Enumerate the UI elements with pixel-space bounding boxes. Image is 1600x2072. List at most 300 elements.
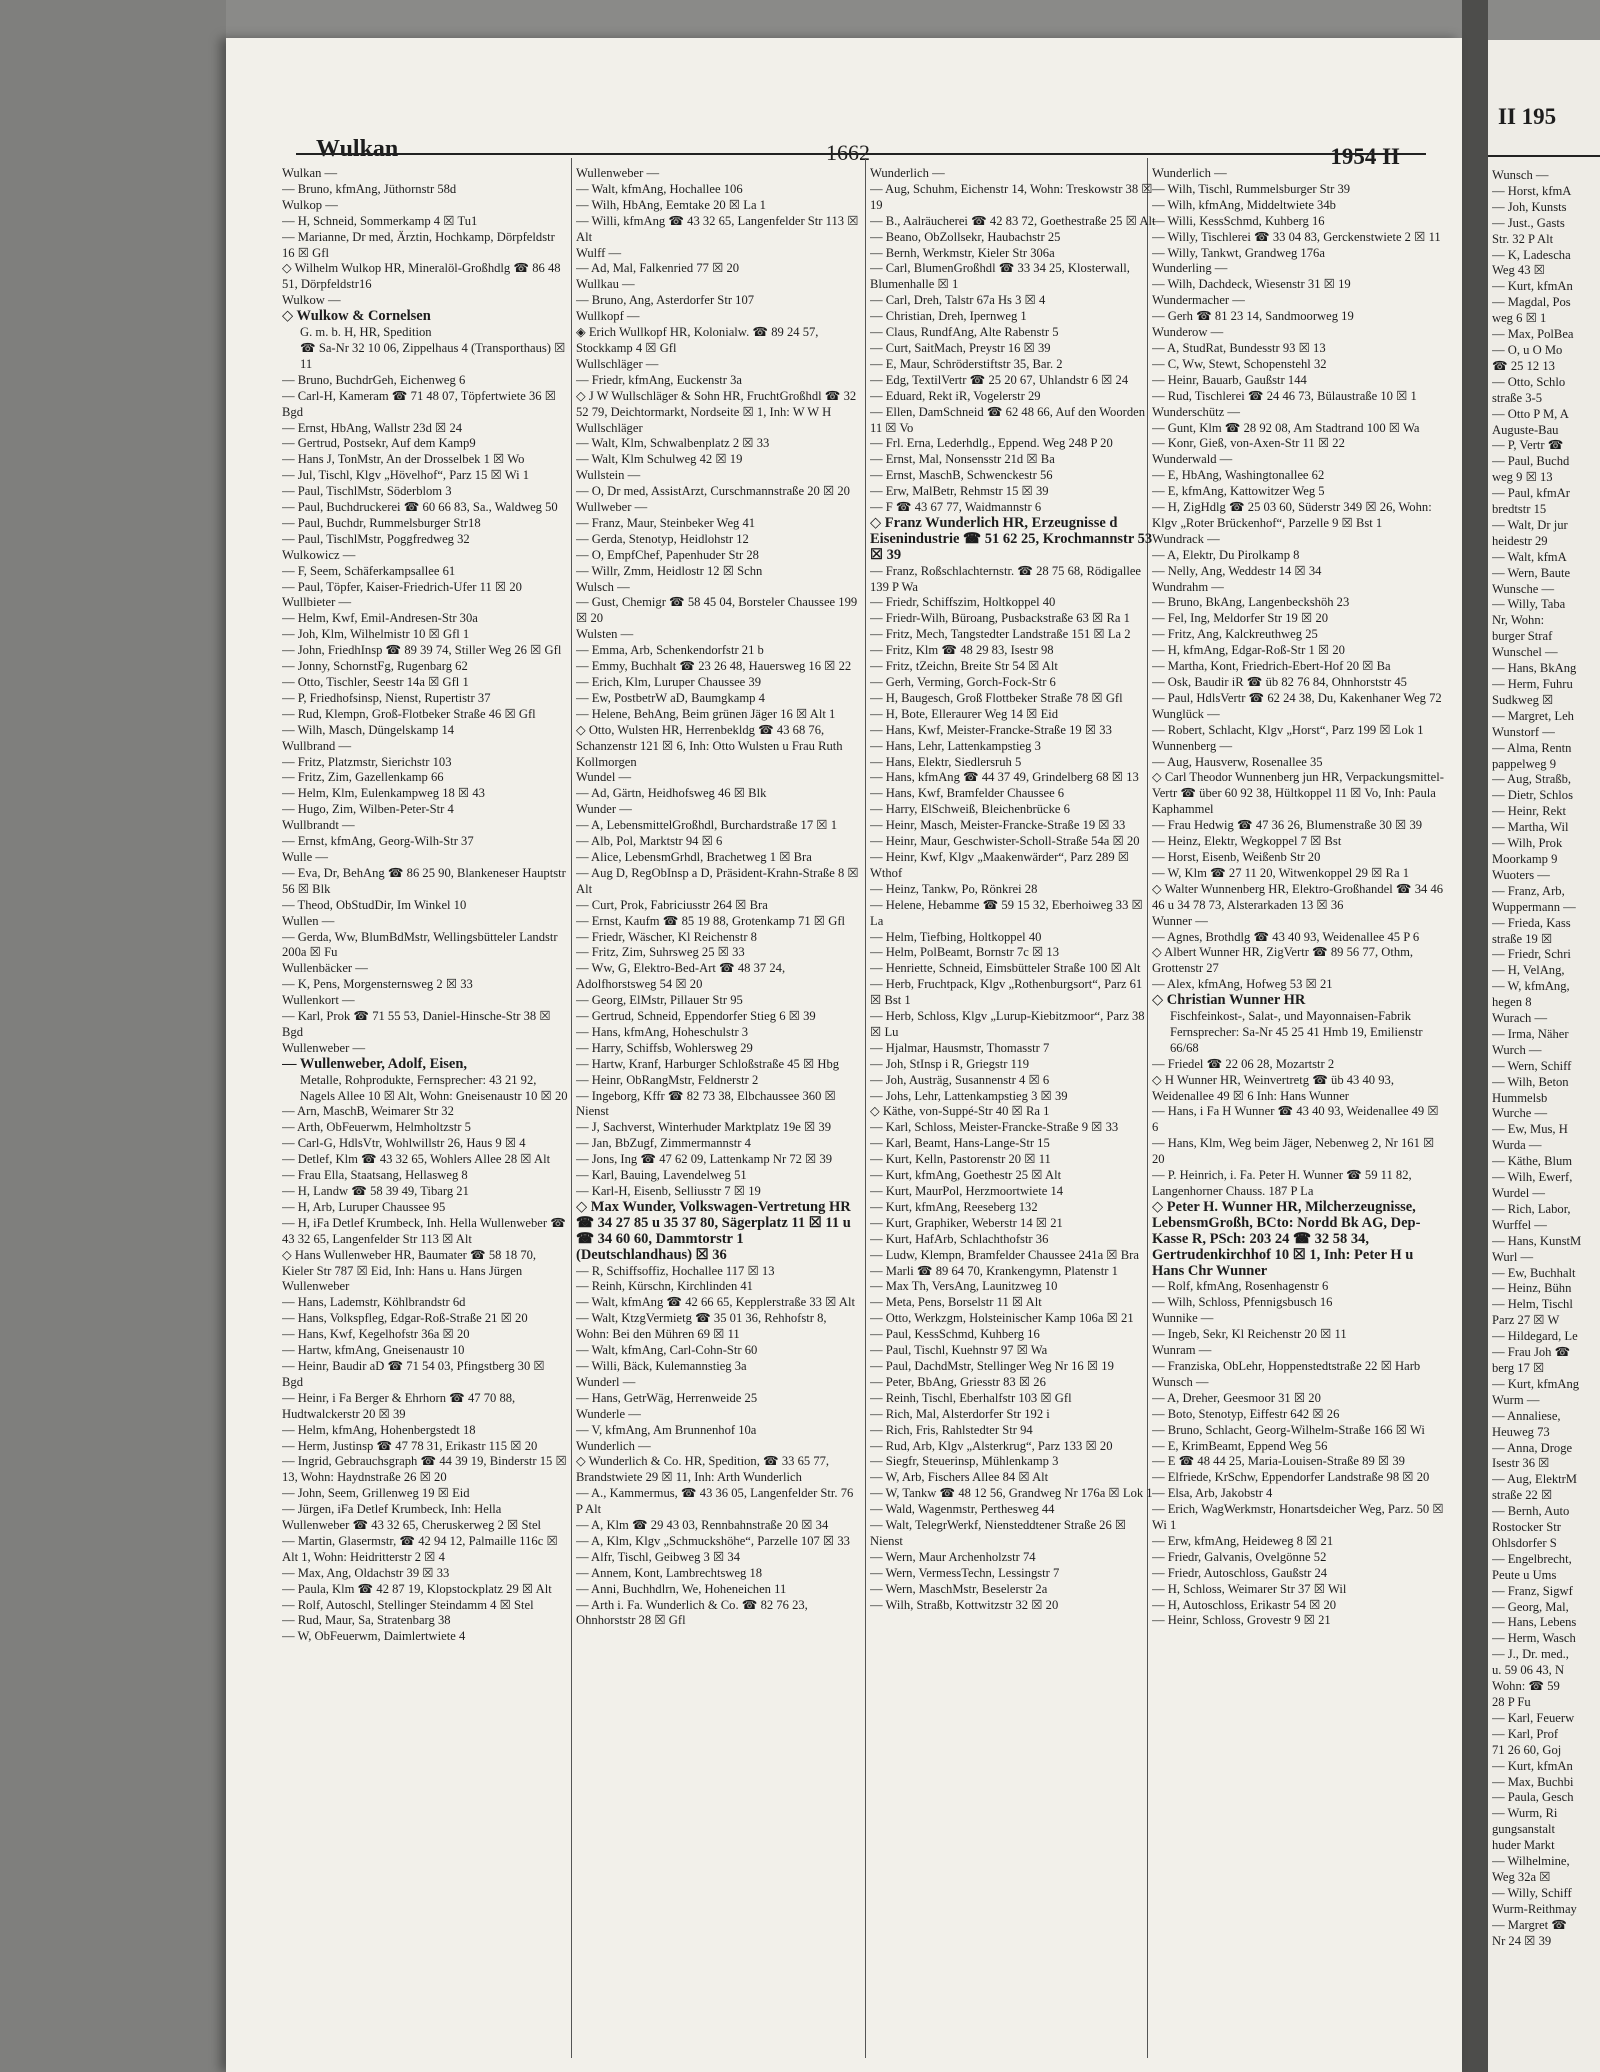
directory-heading: Wullbieter — xyxy=(282,595,352,610)
directory-entry: — Karl, Bauing, Lavendelweg 51 xyxy=(576,1168,747,1183)
directory-entry: — Walt, KtzgVermietg ☎ 35 01 36, Rehhofstr 8, Wohn: Bei den Mühren 69 ☒ 11 xyxy=(576,1311,827,1342)
directory-entry: — Hans, Kwf, Bramfelder Chaussee 6 xyxy=(870,786,1065,801)
directory-entry: — Wilh, kfmAng, Middeltwiete 34b xyxy=(1152,197,1336,212)
directory-entry: — Gertrud, Schneid, Eppendorfer Stieg 6 ☒ 39 xyxy=(576,1009,816,1024)
directory-entry: — Wern, Maur Archenholzstr 74 xyxy=(870,1549,1036,1564)
directory-heading: Wullschläger — xyxy=(576,356,659,371)
directory-entry: — H, Arb, Luruper Chaussee 95 xyxy=(282,1199,446,1214)
directory-entry: — Helm, Tiefbing, Holtkoppel 40 xyxy=(870,929,1042,944)
next-page-line: — Willy, Schiff xyxy=(1492,1885,1572,1900)
directory-heading: Wunglück — xyxy=(1152,706,1220,721)
directory-entry: — Jul, Tischl, Klgv „Hövelhof“, Parz 15 ☒ Wi 1 xyxy=(282,468,530,483)
directory-entry: — Wilh, Tischl, Rummelsburger Str 39 xyxy=(1152,181,1351,196)
directory-entry: — Wilh, Dachdeck, Wiesenstr 31 ☒ 19 xyxy=(1152,277,1351,292)
directory-entry: — Paul, DachdMstr, Stellinger Weg Nr 16 ☒ 19 xyxy=(870,1358,1114,1373)
directory-entry: — Gerda, Ww, BlumBdMstr, Wellingsbütteler Landstr 200a ☒ Fu xyxy=(282,929,558,960)
directory-entry: — B., Aalräucherei ☎ 42 83 72, Goethestraße 25 ☒ Alt xyxy=(870,213,1156,228)
directory-heading: Wunderling — xyxy=(1152,261,1228,276)
directory-entry: — Paul, TischlMstr, Söderblom 3 xyxy=(282,484,452,499)
next-page-line: Ohlsdorfer S xyxy=(1492,1535,1557,1550)
directory-entry: — Ernst, Mal, Nonsensstr 21d ☒ Ba xyxy=(870,452,1055,467)
directory-entry: — Frl. Erna, Lederhdlg., Eppend. Weg 248 P 20 xyxy=(870,436,1113,451)
directory-entry: — Otto, Werkzgm, Holsteinischer Kamp 106a ☒ 21 xyxy=(870,1311,1134,1326)
directory-entry: — J, Sachverst, Winterhuder Marktplatz 19e ☒ 39 xyxy=(576,1120,832,1135)
next-page-line: Isestr 36 ☒ xyxy=(1492,1456,1550,1471)
next-page-line: — J., Dr. med., xyxy=(1492,1647,1569,1662)
directory-heading: Wundermacher — xyxy=(1152,293,1245,308)
next-page-line: Sudkweg ☒ xyxy=(1492,692,1554,707)
next-page-line: — Georg, Mal, xyxy=(1492,1599,1569,1614)
directory-entry: — Edg, TextilVertr ☎ 25 20 67, Uhlandstr 6 ☒ 24 xyxy=(870,372,1129,387)
directory-entry: — Horst, Eisenb, Weißenb Str 20 xyxy=(1152,849,1321,864)
next-page-line: — Kurt, kfmAng xyxy=(1492,1376,1580,1391)
directory-heading: Wulkow — xyxy=(282,293,341,308)
next-page-line: gungsanstalt xyxy=(1492,1822,1555,1837)
next-page-line: — Horst, kfmA xyxy=(1492,183,1572,198)
directory-entry: — Hans, Lademstr, Köhlbrandstr 6d xyxy=(282,1295,466,1310)
directory-entry: ◇ Otto, Wulsten HR, Herrenbekldg ☎ 43 68 76, Schanzenstr 121 ☒ 6, Inh: Otto Wulsten u Frau Ruth Kollmorgen xyxy=(576,722,843,769)
directory-entry: — Siegfr, Steuerinsp, Mühlenkamp 3 xyxy=(870,1454,1059,1469)
next-page-line: — Herm, Fuhru xyxy=(1492,677,1573,691)
directory-entry: — Friedel ☎ 22 06 28, Mozartstr 2 xyxy=(1152,1056,1335,1071)
directory-entry: — Emmy, Buchhalt ☎ 23 26 48, Hauersweg 16 ☒ 22 xyxy=(576,659,852,674)
directory-heading: Wullweber — xyxy=(576,500,648,515)
next-page-line: Str. 32 P Alt xyxy=(1492,231,1554,246)
next-page-line: — Aug, Straßb, xyxy=(1492,772,1572,787)
next-page-line: — Hans, Lebens xyxy=(1492,1615,1577,1630)
directory-heading: Wunnenberg — xyxy=(1152,738,1233,753)
directory-entry: — Fritz, Platzmstr, Sierichstr 103 xyxy=(282,754,452,769)
directory-entry: — Kurt, HafArb, Schlachthofstr 36 xyxy=(870,1231,1049,1246)
next-page-line: berg 17 ☒ xyxy=(1492,1360,1545,1375)
directory-entry: — Heinr, Schloss, Grovestr 9 ☒ 21 xyxy=(1152,1613,1331,1628)
directory-entry: — Theod, ObStudDir, Im Winkel 10 xyxy=(282,897,467,912)
directory-entry: — Karl-H, Eisenb, Selliusstr 7 ☒ 19 xyxy=(576,1184,761,1198)
directory-entry: ◇ H Wunner HR, Weinvertretg ☎ üb 43 40 93, Weidenallee 49 ☒ 6 Inh: Hans Wunner xyxy=(1152,1072,1394,1103)
next-page-line: — Karl, Prof xyxy=(1492,1726,1559,1741)
next-page-line: — Hildegard, Le xyxy=(1492,1329,1578,1344)
next-page-line: — Karl, Feuerw xyxy=(1492,1710,1575,1725)
directory-entry: — Elsa, Arb, Jakobstr 4 xyxy=(1152,1486,1273,1501)
next-page-line: — Paula, Gesch xyxy=(1492,1790,1574,1805)
directory-entry: — Claus, RundfAng, Alte Rabenstr 5 xyxy=(870,325,1059,340)
directory-heading: Wunderlich — xyxy=(576,1438,651,1453)
directory-column-1 xyxy=(282,166,568,1645)
directory-entry: — Fritz, Klm ☎ 48 29 83, Isestr 98 xyxy=(870,643,1054,658)
directory-entry: — Friedr, kfmAng, Euckenstr 3a xyxy=(576,372,742,387)
next-page-line: pappelweg 9 xyxy=(1492,756,1556,771)
directory-entry: — Marli ☎ 89 64 70, Krankengymn, Platenstr 1 xyxy=(870,1263,1118,1278)
directory-entry: — Walt, kfmAng, Carl-Cohn-Str 60 xyxy=(576,1343,758,1358)
directory-entry: — E, Maur, Schröderstiftstr 35, Bar. 2 xyxy=(870,356,1063,371)
directory-entry: — Christian, Dreh, Ipernweg 1 xyxy=(870,309,1027,324)
next-page-line: — Franz, Arb, xyxy=(1492,883,1565,898)
directory-entry: — John, Seem, Grillenweg 19 ☒ Eid xyxy=(282,1486,470,1501)
directory-entry: — P. Heinrich, i. Fa. Peter H. Wunner ☎ 59 11 82, Langenhorner Chauss. 187 P La xyxy=(1152,1168,1412,1198)
directory-entry: — Hans, GetrWäg, Herrenweide 25 xyxy=(576,1390,758,1405)
directory-entry: — Max, Ang, Oldachstr 39 ☒ 33 xyxy=(282,1565,450,1580)
directory-entry: — Alex, kfmAng, Hofweg 53 ☒ 21 xyxy=(1152,977,1333,992)
directory-entry: — Kurt, Kelln, Pastorenstr 20 ☒ 11 xyxy=(870,1152,1051,1167)
directory-entry: — Anni, Buchhdlrn, We, Hoheneichen 11 xyxy=(576,1581,787,1596)
directory-entry: — Arth, ObFeuerwm, Helmholtzstr 5 xyxy=(282,1120,471,1135)
directory-entry: ◇ Albert Wunner HR, ZigVertr ☎ 89 56 77, Othm, Grottenstr 27 xyxy=(1152,945,1414,976)
directory-entry: — Fritz, Zim, Suhrsweg 25 ☒ 33 xyxy=(576,945,745,960)
directory-heading: ☎ Sa-Nr 32 10 06, Zippelhaus 4 (Transporthaus) ☒ 11 xyxy=(300,340,566,371)
next-page-line: Hummelsb xyxy=(1492,1090,1548,1105)
directory-entry: — Friedr, Wäscher, Kl Reichenstr 8 xyxy=(576,929,757,944)
directory-heading: Wunner — xyxy=(1152,913,1208,928)
next-page-line: — Alma, Rentn xyxy=(1492,740,1572,755)
next-page-line: — Margret, Leh xyxy=(1492,708,1574,723)
directory-entry: — Rolf, kfmAng, Rosenhagenstr 6 xyxy=(1152,1279,1329,1294)
directory-entry: — Willy, Tankwt, Grandweg 176a xyxy=(1152,245,1325,260)
directory-entry: — Arn, MaschB, Weimarer Str 32 xyxy=(282,1104,454,1119)
directory-heading: Wulsch — xyxy=(576,579,630,594)
directory-entry: — Rolf, Autoschl, Stellinger Steindamm 4 ☒ Stel xyxy=(282,1597,534,1612)
directory-entry: — Wern, VermessTechn, Lessingstr 7 xyxy=(870,1565,1060,1580)
directory-heading: Wullbrand — xyxy=(282,738,352,753)
directory-entry: — Carl-G, HdlsVtr, Wohlwillstr 26, Haus 9 ☒ 4 xyxy=(282,1136,526,1151)
directory-heading: Wullkau — xyxy=(576,277,635,292)
directory-entry: — Walt, kfmAng ☎ 42 66 65, Kepplerstraße 33 ☒ Alt xyxy=(576,1295,855,1310)
directory-entry: ◇ Christian Wunner HR xyxy=(1152,993,1306,1009)
directory-entry: — Ellen, DamSchneid ☎ 62 48 66, Auf den Woorden 11 ☒ Vo xyxy=(870,404,1146,435)
directory-entry: — Hans, i Fa H Wunner ☎ 43 40 93, Weidenallee 49 ☒ 6 xyxy=(1152,1104,1439,1135)
next-page-line: straße 22 ☒ xyxy=(1492,1488,1553,1503)
next-page-line: — Herm, Wasch xyxy=(1492,1631,1576,1646)
directory-entry: — Alfr, Tischl, Geibweg 3 ☒ 34 xyxy=(576,1549,741,1564)
directory-entry: ◇ Walter Wunnenberg HR, Elektro-Großhandel ☎ 34 46 46 u 34 78 73, Alsterarkaden 13 ☒ 36 xyxy=(1152,881,1444,912)
directory-entry: — Paul, KessSchmd, Kuhberg 16 xyxy=(870,1327,1040,1342)
next-page-line: — Käthe, Blum xyxy=(1492,1154,1573,1169)
next-page-line: — Heinr, Rekt xyxy=(1492,804,1566,819)
directory-heading: G. m. b. H, HR, Spedition xyxy=(300,325,432,340)
next-page-line: — Anna, Droge xyxy=(1492,1440,1573,1455)
directory-entry: — Henriette, Schneid, Eimsbütteler Straße 100 ☒ Alt xyxy=(870,961,1141,976)
directory-entry: — Jürgen, iFa Detlef Krumbeck, Inh: Hella Wullenweber ☎ 43 32 65, Cheruskerweg 2 ☒ Stel xyxy=(282,1502,542,1533)
directory-entry: — Heinz, Tankw, Po, Rönkrei 28 xyxy=(870,881,1038,896)
directory-entry: — Karl, Schloss, Meister-Francke-Straße 9 ☒ 33 xyxy=(870,1120,1119,1135)
directory-entry: — E, HbAng, Washingtonallee 62 xyxy=(1152,468,1325,483)
directory-heading: Fischfeinkost-, Salat-, und Mayonnaisen-Fabrik Fernsprecher: Sa-Nr 45 25 41 Hmb 19, Emilienstr 66/68 xyxy=(1170,1009,1423,1055)
directory-entry: — A, Dreher, Geesmoor 31 ☒ 20 xyxy=(1152,1390,1321,1405)
directory-entry: — H, Schloss, Weimarer Str 37 ☒ Wil xyxy=(1152,1581,1347,1596)
next-page-line: — Helm, Tischl xyxy=(1492,1297,1573,1312)
directory-entry: ◇ Wilhelm Wulkop HR, Mineralöl-Großhdlg ☎ 86 48 51, Dörpfeldstr16 xyxy=(282,261,561,292)
directory-entry: — Wilh, Schloss, Pfennigsbusch 16 xyxy=(1152,1295,1333,1310)
directory-entry: — Ludw, Klempn, Bramfelder Chaussee 241a ☒ Bra xyxy=(870,1247,1139,1262)
next-page-line: — Just., Gasts xyxy=(1492,215,1565,230)
directory-entry: — Ernst, HbAng, Wallstr 23d ☒ 24 xyxy=(282,420,463,435)
directory-entry: — Arth i. Fa. Wunderlich & Co. ☎ 82 76 23, Ohnhorststr 28 ☒ Gfl xyxy=(576,1597,808,1628)
directory-heading: Wulsten — xyxy=(576,627,634,642)
directory-heading: Wulle — xyxy=(282,849,329,864)
directory-entry: — Jons, Ing ☎ 47 62 09, Lattenkamp Nr 72 ☒ 39 xyxy=(576,1152,833,1167)
next-page-line: — Magdal, Pos xyxy=(1492,295,1571,310)
directory-entry: — R, Schiffsoffiz, Hochallee 117 ☒ 13 xyxy=(576,1263,775,1278)
book-gutter xyxy=(1462,0,1488,2072)
directory-entry: — Rud, Arb, Klgv „Alsterkrug“, Parz 133 ☒ 20 xyxy=(870,1438,1113,1453)
directory-entry: — John, FriedhInsp ☎ 89 39 74, Stiller Weg 26 ☒ Gfl xyxy=(282,643,562,658)
directory-entry: — O, EmpfChef, Papenhuder Str 28 xyxy=(576,547,759,562)
page-header-keyword: Wulkan xyxy=(316,136,399,162)
directory-entry: ◇ Franz Wunderlich HR, Erzeugnisse d Eisenindustrie ☎ 51 62 25, Krochmannstr 53 ☒ 39 xyxy=(870,515,1153,563)
directory-entry: — Robert, Schlacht, Klgv „Horst“, Parz 199 ☒ Lok 1 xyxy=(1152,722,1424,737)
directory-entry: — Friedr, Autoschloss, Gaußstr 24 xyxy=(1152,1565,1328,1580)
directory-entry: — Hans, Kwf, Meister-Francke-Straße 19 ☒ 33 xyxy=(870,722,1112,737)
directory-entry: — Hjalmar, Hausmstr, Thomasstr 7 xyxy=(870,1040,1050,1055)
directory-entry: — H, ZigHdlg ☎ 25 03 60, Süderstr 349 ☒ 26, Wohn: Klgv „Roter Brückenhof“, Parzelle 9 ☒ Bst 1 xyxy=(1152,500,1432,530)
directory-entry: — Kurt, MaurPol, Herzmoortwiete 14 xyxy=(870,1184,1064,1198)
directory-entry: — H, Landw ☎ 58 39 49, Tibarg 21 xyxy=(282,1184,469,1198)
directory-entry: — Curt, Prok, Fabriciusstr 264 ☒ Bra xyxy=(576,897,768,912)
directory-entry: — Agnes, Brothdlg ☎ 43 40 93, Weidenallee 45 P 6 xyxy=(1152,929,1420,944)
directory-entry: — Reinh, Kürschn, Kirchlinden 41 xyxy=(576,1279,753,1294)
next-page-line: — Hans, KunstM xyxy=(1492,1233,1582,1248)
next-page-line: — Heinz, Bühn xyxy=(1492,1281,1572,1296)
next-page-line: — H, VelAng, xyxy=(1492,963,1565,978)
directory-entry: — H, Bote, Elleraurer Weg 14 ☒ Eid xyxy=(870,706,1059,721)
next-page-edge xyxy=(1488,40,1600,2072)
directory-entry: — Gunt, Klm ☎ 28 92 08, Am Stadtrand 100 ☒ Wa xyxy=(1152,420,1420,435)
directory-entry: — H, Baugesch, Groß Flottbeker Straße 78 ☒ Gfl xyxy=(870,690,1123,705)
directory-entry: — Carl, BlumenGroßhdl ☎ 33 34 25, Klosterwall, Blumenhalle ☒ 1 xyxy=(870,261,1130,292)
next-page-line: — Walt, Dr jur xyxy=(1492,517,1568,532)
directory-heading: Wunsch — xyxy=(1152,1374,1209,1389)
directory-entry: — Wilh, HbAng, Eemtake 20 ☒ La 1 xyxy=(576,197,766,212)
directory-heading: Wullenkort — xyxy=(282,993,355,1008)
next-page-line: Wurach — xyxy=(1492,1011,1548,1026)
directory-entry: — F, Seem, Schäferkampsallee 61 xyxy=(282,563,456,578)
directory-entry: — Willr, Zmm, Heidlostr 12 ☒ Schn xyxy=(576,563,763,578)
next-page-line: — Hans, BkAng xyxy=(1492,661,1577,676)
directory-entry: — Konr, Gieß, von-Axen-Str 11 ☒ 22 xyxy=(1152,436,1345,451)
directory-heading: Wundrahm — xyxy=(1152,579,1224,594)
next-page-line: Wurm — xyxy=(1492,1392,1540,1407)
directory-entry: — Heinr, Masch, Meister-Francke-Straße 19 ☒ 33 xyxy=(870,818,1126,833)
directory-entry: — Hans, Lehr, Lattenkampstieg 3 xyxy=(870,738,1041,753)
directory-entry: — A, Elektr, Du Pirolkamp 8 xyxy=(1152,547,1300,562)
directory-entry: — Rich, Fris, Rahlstedter Str 94 xyxy=(870,1422,1033,1437)
next-page-line: Wurche — xyxy=(1492,1106,1548,1121)
next-page-line: Wuppermann — xyxy=(1492,899,1576,914)
directory-entry: — Johs, Lehr, Lattenkampstieg 3 ☒ 39 xyxy=(870,1088,1068,1103)
next-page-line: Auguste-Bau xyxy=(1492,422,1559,437)
directory-entry: — O, Dr med, AssistArzt, Curschmannstraße 20 ☒ 20 xyxy=(576,484,850,499)
next-page-line: — P, Vertr ☎ xyxy=(1492,438,1564,453)
next-page-line: — Friedr, Schri xyxy=(1492,947,1571,962)
directory-entry: — Helm, PolBeamt, Bornstr 7c ☒ 13 xyxy=(870,945,1059,960)
scan-background xyxy=(0,0,226,2072)
directory-entry: — Bruno, kfmAng, Jüthornstr 58d xyxy=(282,181,457,196)
directory-entry: — Gerh ☎ 81 23 14, Sandmoorweg 19 xyxy=(1152,309,1354,324)
next-page-line: — Margret ☎ xyxy=(1492,1917,1567,1932)
next-page-line: heidestr 29 xyxy=(1492,533,1548,548)
next-page-line: Wohn: ☎ 59 xyxy=(1492,1679,1560,1694)
directory-entry: — Ernst, kfmAng, Georg-Wilh-Str 37 xyxy=(282,834,474,849)
directory-entry: — Bruno, Schlacht, Georg-Wilhelm-Straße 166 ☒ Wi xyxy=(1152,1422,1425,1437)
directory-entry: — Emma, Arb, Schenkendorfstr 21 b xyxy=(576,643,764,658)
directory-entry: — Ingeb, Sekr, Kl Reichenstr 20 ☒ 11 xyxy=(1152,1327,1347,1342)
directory-entry: — Heinr, ObRangMstr, Feldnerstr 2 xyxy=(576,1072,759,1087)
directory-entry: — Joh, StInsp i R, Griegstr 119 xyxy=(870,1056,1030,1071)
directory-heading: Wunderow — xyxy=(1152,325,1224,340)
directory-entry: — Helene, Hebamme ☎ 59 15 32, Eberhoiweg 33 ☒ La xyxy=(870,897,1143,928)
next-page-line: Weg 32a ☒ xyxy=(1492,1869,1551,1884)
next-page-line: — Joh, Kunsts xyxy=(1492,199,1567,214)
directory-entry: — Joh, Klm, Wilhelmistr 10 ☒ Gfl 1 xyxy=(282,627,470,642)
next-page-line: — W, kfmAng, xyxy=(1492,979,1570,994)
directory-heading: Wunnike — xyxy=(1152,1311,1214,1326)
directory-entry: — Willi, kfmAng ☎ 43 32 65, Langenfelder Str 113 ☒ Alt xyxy=(576,213,859,244)
directory-entry: ◇ Hans Wullenweber HR, Baumater ☎ 58 18 70, Kieler Str 787 ☒ Eid, Inh: Hans u. Hans Jürgen Wullenweber xyxy=(282,1247,537,1294)
directory-heading: Wunram — xyxy=(1152,1343,1212,1358)
directory-entry: — Joh, Austräg, Susannenstr 4 ☒ 6 xyxy=(870,1072,1050,1087)
directory-entry: — Helene, BehAng, Beim grünen Jäger 16 ☒ Alt 1 xyxy=(576,706,836,721)
directory-entry: — Harry, Schiffsb, Wohlersweg 29 xyxy=(576,1040,753,1055)
directory-entry: — F ☎ 43 67 77, Waidmannstr 6 xyxy=(870,500,1042,515)
directory-entry: — K, Pens, Morgensternsweg 2 ☒ 33 xyxy=(282,977,473,992)
directory-heading: Wulff — xyxy=(576,245,622,260)
directory-entry: ◇ Wunderlich & Co. HR, Spedition, ☎ 33 65 77, Brandstwiete 29 ☒ 11, Inh: Arth Wunderlich xyxy=(576,1454,830,1485)
directory-entry: ◇ J W Wullschläger & Sohn HR, FruchtGroßhdl ☎ 32 52 79, Deichtormarkt, Nordseite ☒ 1, Inh: W W H Wullschläger xyxy=(576,388,857,435)
directory-entry: — Ingeborg, Kffr ☎ 82 73 38, Elbchaussee 360 ☒ Nienst xyxy=(576,1088,836,1119)
directory-entry: — A, Klm ☎ 29 43 03, Rennbahnstraße 20 ☒ 34 xyxy=(576,1518,829,1533)
directory-entry: — E ☎ 48 44 25, Maria-Louisen-Straße 89 ☒ 39 xyxy=(1152,1454,1405,1469)
directory-entry: — Karl, Prok ☎ 71 55 53, Daniel-Hinsche-Str 38 ☒ Bgd xyxy=(282,1009,551,1039)
directory-entry: — Bruno, Ang, Asterdorfer Str 107 xyxy=(576,293,755,308)
next-page-line: u. 59 06 43, N xyxy=(1492,1663,1565,1678)
next-page-line: Moorkamp 9 xyxy=(1492,851,1558,866)
directory-entry: — Wullenweber, Adolf, Eisen, xyxy=(282,1056,468,1072)
directory-heading: Wunderl — xyxy=(576,1374,636,1389)
directory-entry: — Ingrid, Gebrauchsgraph ☎ 44 39 19, Binderstr 15 ☒ 13, Wohn: Haydnstraße 26 ☒ 20 xyxy=(282,1454,567,1485)
directory-entry: — Hans, Klm, Weg beim Jäger, Nebenweg 2, Nr 161 ☒ 20 xyxy=(1152,1136,1435,1167)
next-page-line: — Max, Buchbi xyxy=(1492,1774,1574,1789)
directory-entry: — Paul, Buchdruckerei ☎ 60 66 83, Sa., Waldweg 50 xyxy=(282,500,558,515)
next-page-line: — Paul, Buchd xyxy=(1492,454,1570,469)
directory-entry: — Frau Hedwig ☎ 47 36 26, Blumenstraße 30 ☒ 39 xyxy=(1152,818,1423,833)
directory-entry: — Friedr, Galvanis, Ovelgönne 52 xyxy=(1152,1549,1327,1564)
directory-entry: — Hartw, Kranf, Harburger Schloßstraße 45 ☒ Hbg xyxy=(576,1056,840,1071)
directory-entry: — Ww, G, Elektro-Bed-Art ☎ 48 37 24, Adolfhorstsweg 54 ☒ 20 xyxy=(576,961,786,992)
next-page-line: Nr, Wohn: xyxy=(1492,613,1545,628)
directory-entry: — Hans, Kwf, Kegelhofstr 36a ☒ 20 xyxy=(282,1327,470,1342)
directory-entry: — Otto, Tischler, Seestr 14a ☒ Gfl 1 xyxy=(282,675,469,689)
next-page-line: burger Straf xyxy=(1492,629,1553,644)
next-page-line: — Frau Joh ☎ xyxy=(1492,1345,1571,1360)
directory-entry: — Paula, Klm ☎ 42 87 19, Klopstockplatz 29 ☒ Alt xyxy=(282,1581,552,1596)
directory-entry: — Heinr, Bauarb, Gaußstr 144 xyxy=(1152,372,1307,387)
directory-entry: ◇ Wulkow & Cornelsen xyxy=(282,309,431,325)
directory-heading: Wulkop — xyxy=(282,197,338,212)
directory-entry: — E, kfmAng, Kattowitzer Weg 5 xyxy=(1152,484,1325,499)
directory-entry: — Hans, kfmAng ☎ 44 37 49, Grindelberg 68 ☒ 13 xyxy=(870,770,1139,785)
next-page-line: — Kurt, kfmAn xyxy=(1492,279,1573,294)
next-page-line: Wurch — xyxy=(1492,1042,1542,1057)
next-page-line: Wunsch — xyxy=(1492,168,1549,182)
next-page-line: — Wern, Baute xyxy=(1492,565,1571,580)
directory-entry: — Walt, Klm Schulweg 42 ☒ 19 xyxy=(576,452,743,467)
directory-entry: — Jan, BbZugf, Zimmermannstr 4 xyxy=(576,1136,751,1151)
directory-entry: — Rich, Mal, Alsterdorfer Str 192 i xyxy=(870,1406,1050,1421)
directory-entry: — Paul, Tischl, Kuehnstr 97 ☒ Wa xyxy=(870,1343,1048,1358)
next-page-line: — Max, PolBea xyxy=(1492,327,1574,342)
directory-entry: — Heinr, i Fa Berger & Ehrhorn ☎ 47 70 88, Hudtwalckerstr 20 ☒ 39 xyxy=(282,1390,516,1421)
next-page-line: Wunsche — xyxy=(1492,581,1555,596)
next-page-line: 71 26 60, Goj xyxy=(1492,1742,1562,1757)
directory-entry: — Rud, Tischlerei ☎ 24 46 73, Bülaustraße 10 ☒ 1 xyxy=(1152,388,1417,403)
directory-entry: — Helm, Klm, Eulenkampweg 18 ☒ 43 xyxy=(282,786,485,801)
directory-entry: — Georg, ElMstr, Pillauer Str 95 xyxy=(576,993,743,1008)
directory-heading: Wullbrandt — xyxy=(282,818,355,833)
directory-entry: — Paul, Töpfer, Kaiser-Friedrich-Ufer 11 ☒ 20 xyxy=(282,579,522,594)
directory-entry: — Paul, HdlsVertr ☎ 62 24 38, Du, Kakenhaner Weg 72 xyxy=(1152,690,1442,705)
directory-entry: — Annem, Kont, Lambrechtsweg 18 xyxy=(576,1565,763,1580)
column-divider xyxy=(865,158,866,2058)
directory-entry: — A., Kammermus, ☎ 43 36 05, Langenfelder Str. 76 P Alt xyxy=(576,1486,854,1517)
directory-entry: — H, Autoschloss, Erikastr 54 ☒ 20 xyxy=(1152,1597,1337,1612)
next-page-line: Wurm-Reithmay xyxy=(1492,1901,1577,1916)
directory-heading: Wullenbäcker — xyxy=(282,961,368,976)
directory-entry: — Wilh, Masch, Düngelskamp 14 xyxy=(282,722,455,737)
directory-entry: — Hans, Elektr, Siedlersruh 5 xyxy=(870,754,1022,769)
next-page-line: Peute u Ums xyxy=(1492,1567,1557,1582)
next-page-line: Wurffel — xyxy=(1492,1217,1547,1232)
next-page-line: — Wilh, Ewerf, xyxy=(1492,1170,1573,1185)
directory-entry: — Helm, Kwf, Emil-Andresen-Str 30a xyxy=(282,611,478,626)
next-page-line: — Paul, kfmAr xyxy=(1492,486,1571,501)
directory-entry: — H, kfmAng, Edgar-Roß-Str 1 ☒ 20 xyxy=(1152,643,1345,658)
directory-entry: — Walt, kfmAng, Hochallee 106 xyxy=(576,181,743,196)
directory-heading: Wundel — xyxy=(576,770,632,785)
directory-entry: — Herm, Justinsp ☎ 47 78 31, Erikastr 115 ☒ 20 xyxy=(282,1438,538,1453)
directory-entry: — Erw, kfmAng, Heideweg 8 ☒ 21 xyxy=(1152,1533,1334,1548)
directory-entry: — Meta, Pens, Borselstr 11 ☒ Alt xyxy=(870,1295,1042,1310)
next-page-column xyxy=(1492,168,1581,1950)
page-header-year: 1954 II xyxy=(1330,144,1400,169)
directory-entry: — Karl, Beamt, Hans-Lange-Str 15 xyxy=(870,1136,1050,1151)
directory-entry: — Walt, TelegrWerkf, Niensteddtener Straße 26 ☒ Nienst xyxy=(870,1518,1127,1548)
next-page-line: hegen 8 xyxy=(1492,995,1532,1010)
next-page-line: Parz 27 ☒ W xyxy=(1492,1313,1560,1328)
directory-entry: — Detlef, Klm ☎ 43 32 65, Wohlers Allee 28 ☒ Alt xyxy=(282,1152,551,1167)
next-page-line: weg 9 ☒ 13 xyxy=(1492,470,1553,485)
next-page-line: huder Markt xyxy=(1492,1838,1555,1853)
directory-entry: — Erich, Klm, Luruper Chaussee 39 xyxy=(576,675,762,689)
next-page-line: Wunschel — xyxy=(1492,645,1558,660)
next-page-line: straße 3-5 xyxy=(1492,390,1543,405)
next-page-line: — Walt, kfmA xyxy=(1492,549,1567,564)
directory-heading: Wunder — xyxy=(576,802,632,817)
directory-heading: Wunderschütz — xyxy=(1152,404,1240,419)
directory-entry: ◇ Max Wunder, Volkswagen-Vertretung HR ☎ 34 27 85 u 35 37 80, Sägerplatz 11 ☒ 11 u ☎ 34 60 60, Dammtorstr 1 (Deutschlandhaus) ☒ 36 xyxy=(576,1199,851,1263)
directory-heading: Wulkan — xyxy=(282,166,338,180)
directory-heading: Wunderle — xyxy=(576,1406,641,1421)
directory-entry: — Bernh, Werkmstr, Kieler Str 306a xyxy=(870,245,1055,260)
directory-entry: — W, Tankw ☎ 48 12 56, Grandweg Nr 176a ☒ Lok 1 xyxy=(870,1486,1153,1501)
next-page-line: — K, Ladescha xyxy=(1492,247,1571,262)
directory-entry: — Beano, ObZollsekr, Haubachstr 25 xyxy=(870,229,1061,244)
directory-entry: — Gust, Chemigr ☎ 58 45 04, Borsteler Chaussee 199 ☒ 20 xyxy=(576,595,858,626)
directory-heading: Wunderwald — xyxy=(1152,452,1233,467)
directory-entry: — W, Arb, Fischers Allee 84 ☒ Alt xyxy=(870,1470,1049,1485)
directory-entry: — Willy, Tischlerei ☎ 33 04 83, Gerckenstwiete 2 ☒ 11 xyxy=(1152,229,1441,244)
directory-entry: — Nelly, Ang, Weddestr 14 ☒ 34 xyxy=(1152,563,1322,578)
directory-entry: — Bruno, BuchdrGeh, Eichenweg 6 xyxy=(282,372,466,387)
directory-entry: — Wern, MaschMstr, Beselerstr 2a xyxy=(870,1581,1048,1596)
